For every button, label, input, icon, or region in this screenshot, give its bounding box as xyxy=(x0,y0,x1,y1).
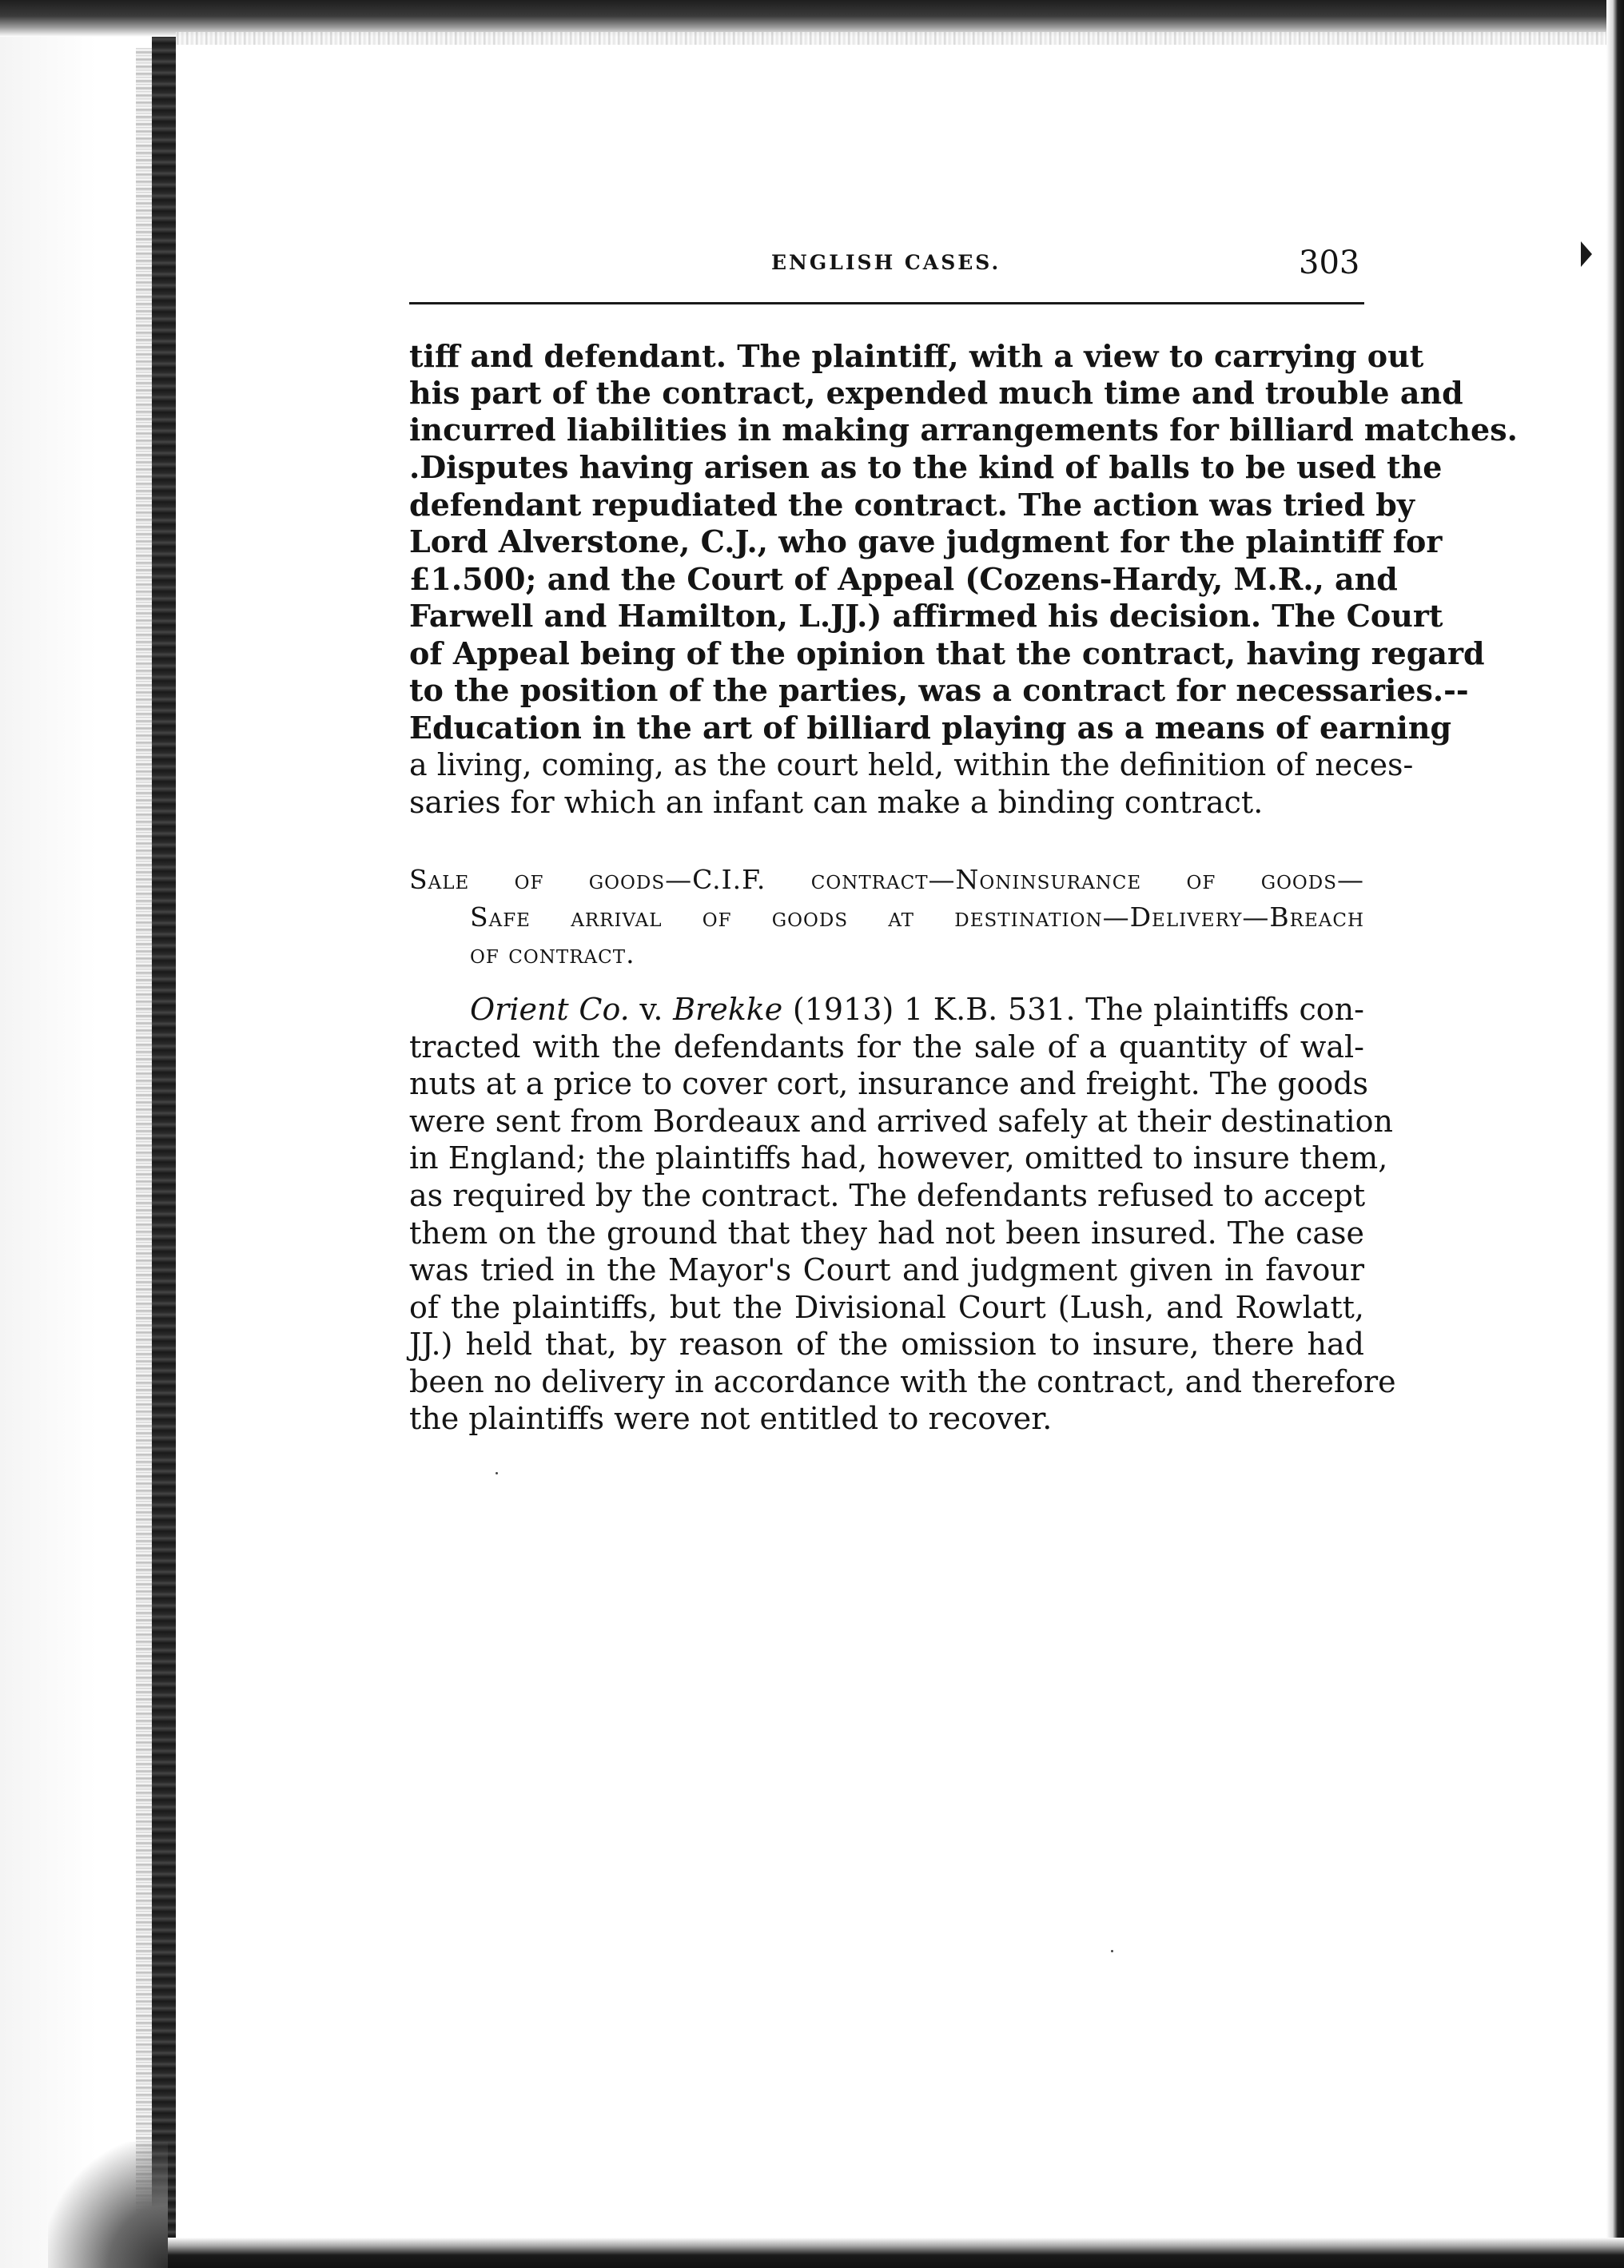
text-line: were sent from Bordeaux and arrived safely at their destination xyxy=(409,1104,1393,1139)
heading-line: Safe arrival of goods at destination—Delivery—Breach xyxy=(470,901,1364,933)
text-line: of the plaintiffs, but the Divisional Court (Lush, and Rowlatt, xyxy=(409,1290,1364,1325)
scan-right-edge xyxy=(1606,0,1624,2268)
text-line: as required by the contract. The defendants refused to accept xyxy=(409,1178,1366,1213)
text-line: tiff and defendant. The plaintiff, with a view to carrying out xyxy=(409,338,1424,374)
scan-corner-shadow xyxy=(48,2142,168,2268)
text-line: to the position of the parties, was a contract for necessaries.-- xyxy=(409,672,1469,708)
page-number: 303 xyxy=(1299,245,1360,281)
case-party-plaintiff: Orient Co. xyxy=(470,992,630,1027)
heading-line: of contract. xyxy=(470,938,635,969)
text-line: tracted with the defendants for the sale of a quantity of wal- xyxy=(409,1029,1364,1064)
text-line: £1.500; and the Court of Appeal (Cozens-Hardy, M.R., and xyxy=(409,561,1398,597)
text-line: JJ.) held that, by reason of the omission to insure, there had xyxy=(409,1327,1364,1362)
heading-line: Sale of goods—C.I.F. contract—Noninsurance of goods— xyxy=(409,864,1364,895)
header-rule xyxy=(409,302,1364,304)
text-line: them on the ground that they had not been insured. The case xyxy=(409,1216,1364,1251)
running-head: ENGLISH CASES. xyxy=(771,251,1001,274)
text-line: Farwell and Hamilton, L.JJ.) affirmed his decision. The Court xyxy=(409,598,1443,634)
text-line: the plaintiffs were not entitled to recover. xyxy=(409,1401,1053,1436)
text-line: .Disputes having arisen as to the kind of balls to be used the xyxy=(409,449,1443,485)
text-line: nuts at a price to cover cort, insurance and freight. The goods xyxy=(409,1066,1369,1101)
text-line: his part of the contract, expended much time and trouble and xyxy=(409,375,1463,411)
text-line: incurred liabilities in making arrangements for billiard matches. xyxy=(409,412,1518,448)
text-line: saries for which an infant can make a binding contract. xyxy=(409,785,1264,820)
page-edge-tab xyxy=(1581,241,1592,267)
case-party-defendant: Brekke xyxy=(673,992,783,1027)
scan-speck xyxy=(1111,1950,1113,1952)
case-citation: (1913) 1 K.B. 531. The plaintiffs con- xyxy=(782,992,1364,1027)
text-line: defendant repudiated the contract. The action was tried by xyxy=(409,487,1415,523)
text-line: a living, coming, as the court held, within the definition of neces- xyxy=(409,747,1414,782)
text-line: of Appeal being of the opinion that the contract, having regard xyxy=(409,635,1485,671)
scan-top-noise xyxy=(176,32,1606,45)
scan-bottom-edge xyxy=(160,2238,1624,2268)
case-citation-line xyxy=(470,991,1364,1028)
scan-binding-shadow xyxy=(152,32,176,2254)
case-versus: v. xyxy=(629,992,674,1027)
text-line: Education in the art of billiard playing as a means of earning xyxy=(409,710,1452,746)
scan-speck xyxy=(496,1472,498,1474)
text-line: been no delivery in accordance with the contract, and therefore xyxy=(409,1364,1396,1399)
text-line: was tried in the Mayor's Court and judgment given in favour xyxy=(409,1252,1364,1287)
text-line: in England; the plaintiffs had, however, omitted to insure them, xyxy=(409,1140,1388,1176)
text-line: Lord Alverstone, C.J., who gave judgment for the plaintiff for xyxy=(409,523,1443,559)
